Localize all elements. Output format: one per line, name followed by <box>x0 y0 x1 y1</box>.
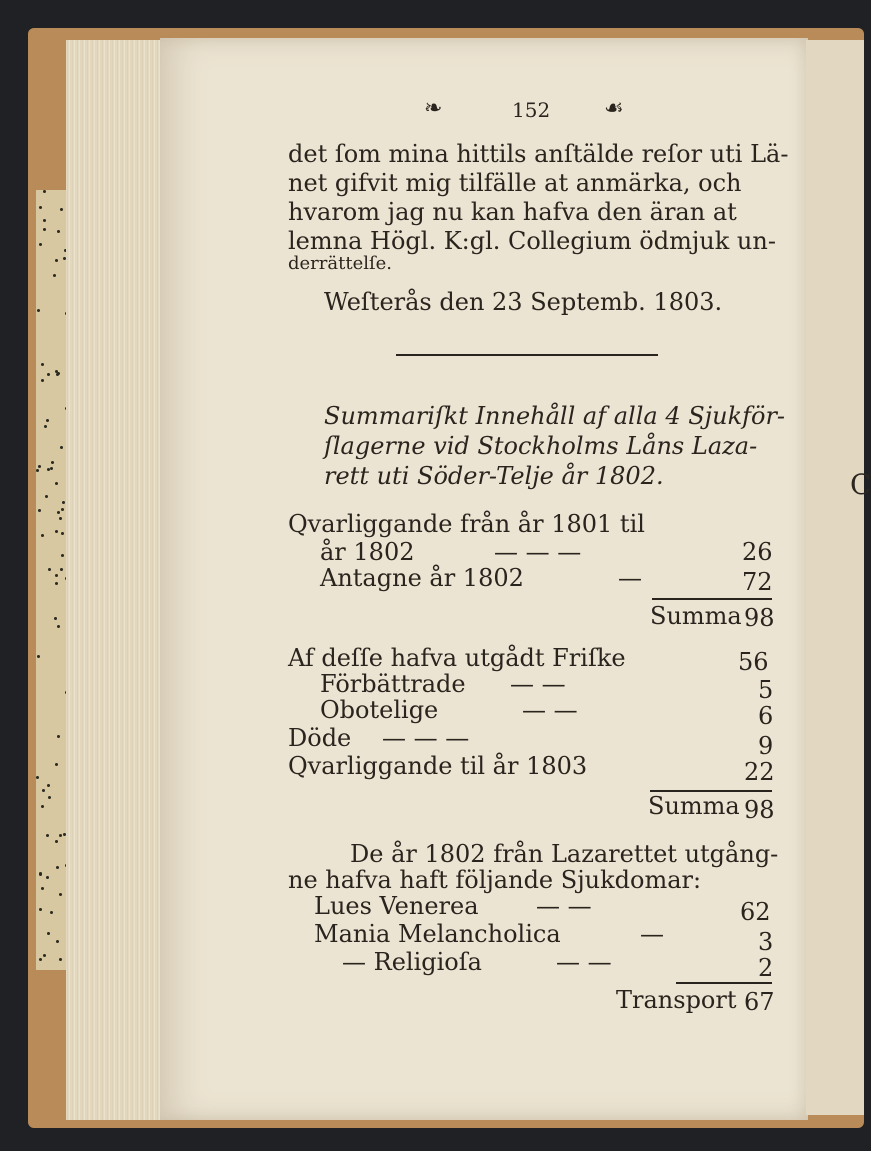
speckle <box>55 530 58 533</box>
left-ornament-icon: ❧ <box>424 96 443 121</box>
admissions-line-2: år 1802 <box>320 538 415 566</box>
date-line: Weſterås den 23 Septemb. 1803. <box>324 288 723 316</box>
transport-label: Transport <box>616 986 737 1014</box>
speckle <box>36 776 39 779</box>
speckle <box>47 373 50 376</box>
disease-value-1: 62 <box>740 898 771 926</box>
speckle <box>41 887 44 890</box>
admissions-dashes-3: — <box>618 564 642 592</box>
speckle <box>38 509 41 512</box>
section-divider <box>396 354 658 356</box>
speckle <box>55 840 58 843</box>
transport-value: 67 <box>744 988 775 1016</box>
speckle <box>37 309 40 312</box>
speckle <box>43 190 46 193</box>
speckle <box>41 805 44 808</box>
heading-line-3: rett uti Söder-Telje år 1802. <box>324 462 664 490</box>
outcome-value-2: 5 <box>758 676 774 704</box>
speckle <box>39 908 42 911</box>
speckle <box>45 495 48 498</box>
speckle <box>50 911 53 914</box>
letter-line-4: lemna Högl. K:gl. Collegium ödmjuk un- <box>288 227 776 255</box>
disease-dashes-3: — — <box>556 948 612 976</box>
speckle <box>60 208 63 211</box>
speckle <box>43 228 46 231</box>
letter-line-2: net gifvit mig tilfälle at anmärka, och <box>288 169 742 197</box>
speckle <box>59 893 62 896</box>
outcome-value-3: 6 <box>758 702 774 730</box>
outcomes-summa-value: 98 <box>744 796 775 824</box>
speckle <box>36 469 39 472</box>
speckle <box>59 517 62 520</box>
speckle <box>53 274 56 277</box>
speckle <box>62 501 65 504</box>
speckle <box>47 784 50 787</box>
speckle <box>61 532 64 535</box>
outcome-line-5: Qvarliggande til år 1803 <box>288 752 588 780</box>
disease-dashes-2: — <box>640 920 664 948</box>
speckle <box>48 568 51 571</box>
admissions-summa-value: 98 <box>744 604 775 632</box>
diseases-intro-1: De år 1802 från Lazarettet utgång- <box>350 840 779 868</box>
facing-page-letter: C <box>850 468 871 501</box>
speckle <box>50 467 53 470</box>
admissions-line-3: Antagne år 1802 <box>320 564 524 592</box>
outcome-value-4: 9 <box>758 732 774 760</box>
speckle <box>47 932 50 935</box>
speckle <box>55 582 58 585</box>
disease-item-2: Mania Melancholica <box>314 920 561 948</box>
letter-line-5: derrättelſe. <box>288 253 393 274</box>
speckle <box>57 625 60 628</box>
outcome-line-3: Obotelige <box>320 696 439 724</box>
speckle <box>61 554 64 557</box>
admissions-summa-label: Summa <box>650 602 742 630</box>
page-number: 152 <box>512 98 551 122</box>
outcome-line-2: Förbättrade <box>320 670 466 698</box>
admissions-value-2: 26 <box>742 538 773 566</box>
admissions-value-3: 72 <box>742 568 773 596</box>
transport-rule <box>676 982 772 984</box>
speckle <box>42 789 45 792</box>
speckle <box>55 763 58 766</box>
speckle <box>57 735 60 738</box>
speckle <box>54 617 57 620</box>
outcome-value-1: 56 <box>738 648 769 676</box>
disease-value-2: 3 <box>758 928 774 956</box>
admissions-sum-rule <box>652 598 772 600</box>
facing-page <box>806 40 871 1115</box>
speckle <box>51 461 54 464</box>
speckle <box>48 796 51 799</box>
speckle <box>43 954 46 957</box>
speckle <box>37 655 40 658</box>
outcome-value-5: 22 <box>744 758 775 786</box>
outcome-dashes-2: — — <box>510 670 566 698</box>
speckle <box>61 508 64 511</box>
speckle <box>39 243 42 246</box>
disease-value-3: 2 <box>758 954 774 982</box>
speckle <box>55 259 58 262</box>
disease-item-1: Lues Venerea <box>314 892 479 920</box>
speckle <box>57 230 60 233</box>
letter-line-3: hvarom jag nu kan hafva den äran at <box>288 198 737 226</box>
outcome-dashes-4: — — — <box>382 724 470 752</box>
speckle <box>55 574 58 577</box>
speckle <box>41 379 44 382</box>
speckle <box>43 219 46 222</box>
admissions-line-1: Qvarliggande från år 1801 til <box>288 510 645 538</box>
right-ornament-icon: ☙ <box>604 96 624 121</box>
speckle <box>39 206 42 209</box>
speckle <box>56 940 59 943</box>
heading-line-2: ſlagerne vid Stockholms Låns Laza- <box>324 432 758 460</box>
page-stack <box>66 40 172 1120</box>
letter-line-1: det ſom mina hittils anſtälde reſor uti Lä- <box>288 140 789 168</box>
disease-item-3: — Religioſa <box>342 948 482 976</box>
outcome-dashes-3: — — <box>522 696 578 724</box>
speckle <box>59 834 62 837</box>
speckle <box>44 425 47 428</box>
speckle <box>46 876 49 879</box>
speckle <box>39 873 42 876</box>
disease-dashes-1: — — <box>536 892 592 920</box>
diseases-intro-2: ne hafva haft följande Sjukdomar: <box>288 866 702 894</box>
speckle <box>56 373 59 376</box>
outcomes-summa-label: Summa <box>648 792 740 820</box>
speckle <box>57 511 60 514</box>
admissions-dashes-2: — — — <box>494 538 582 566</box>
speckle <box>46 419 49 422</box>
speckle <box>47 468 50 471</box>
outcome-line-1: Af deſſe hafva utgådt Friſke <box>288 644 626 672</box>
speckle <box>38 465 41 468</box>
speckle <box>60 446 63 449</box>
outcome-line-4: Döde <box>288 724 352 752</box>
speckle <box>41 534 44 537</box>
speckle <box>55 482 58 485</box>
speckle <box>39 958 42 961</box>
speckle <box>56 866 59 869</box>
speckle <box>41 363 44 366</box>
speckle <box>46 834 49 837</box>
heading-line-1: Summariſkt Innehåll af alla 4 Sjukför- <box>324 402 786 430</box>
speckle <box>60 568 63 571</box>
speckle <box>59 958 62 961</box>
